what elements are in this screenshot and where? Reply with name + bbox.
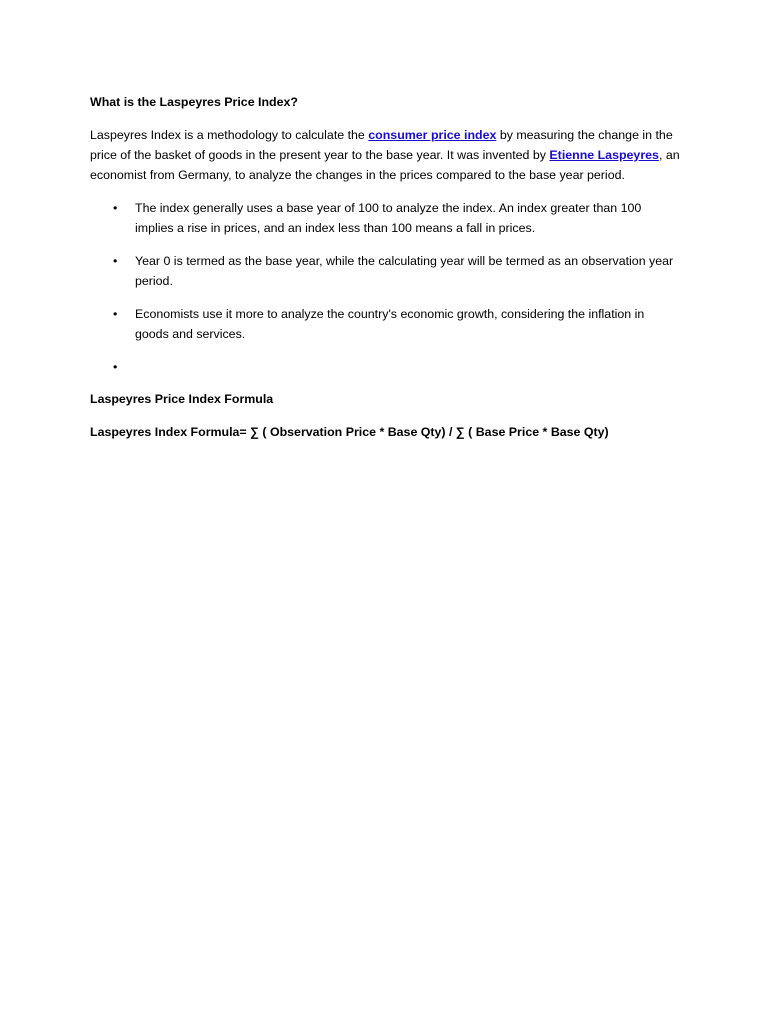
bullet-icon: • xyxy=(113,360,118,374)
consumer-price-index-link[interactable]: consumer price index xyxy=(368,128,497,142)
bullet-text: Economists use it more to analyze the country's economic growth, considering the inflation in goods and services. xyxy=(135,307,645,341)
bullet-icon: • xyxy=(113,254,118,268)
intro-text-1: Laspeyres Index is a methodology to calculate the xyxy=(90,128,369,142)
bullet-text: The index generally uses a base year of 100 to analyze the index. An index greater than 100 implies a rise in prices, and an index less than 100 means a fall in prices. xyxy=(135,201,642,235)
etienne-laspeyres-link[interactable]: Etienne Laspeyres xyxy=(549,148,659,162)
formula-text: Laspeyres Index Formula= ∑ ( Observation Price * Base Qty) / ∑ ( Base Price * Base Qty) xyxy=(90,425,609,439)
bullet-icon: • xyxy=(113,307,118,321)
intro-text-3: , an economist from Germany, to analyze the changes in the prices compared to the base year period. xyxy=(90,148,680,182)
bullet-text: Year 0 is termed as the base year, while the calculating year will be termed as an observation year period. xyxy=(135,254,674,288)
list-item xyxy=(90,251,675,291)
page-heading: What is the Laspeyres Price Index? xyxy=(90,95,298,109)
list-item xyxy=(90,198,675,238)
formula-heading: Laspeyres Price Index Formula xyxy=(90,392,274,406)
intro-paragraph xyxy=(90,125,682,185)
bullet-icon: • xyxy=(113,201,118,215)
list-item xyxy=(90,304,675,344)
intro-text-2: by measuring the change in the price of the basket of goods in the present year to the base year. It was invented by xyxy=(90,128,673,162)
bullet-list xyxy=(90,198,678,377)
list-item xyxy=(90,357,675,377)
